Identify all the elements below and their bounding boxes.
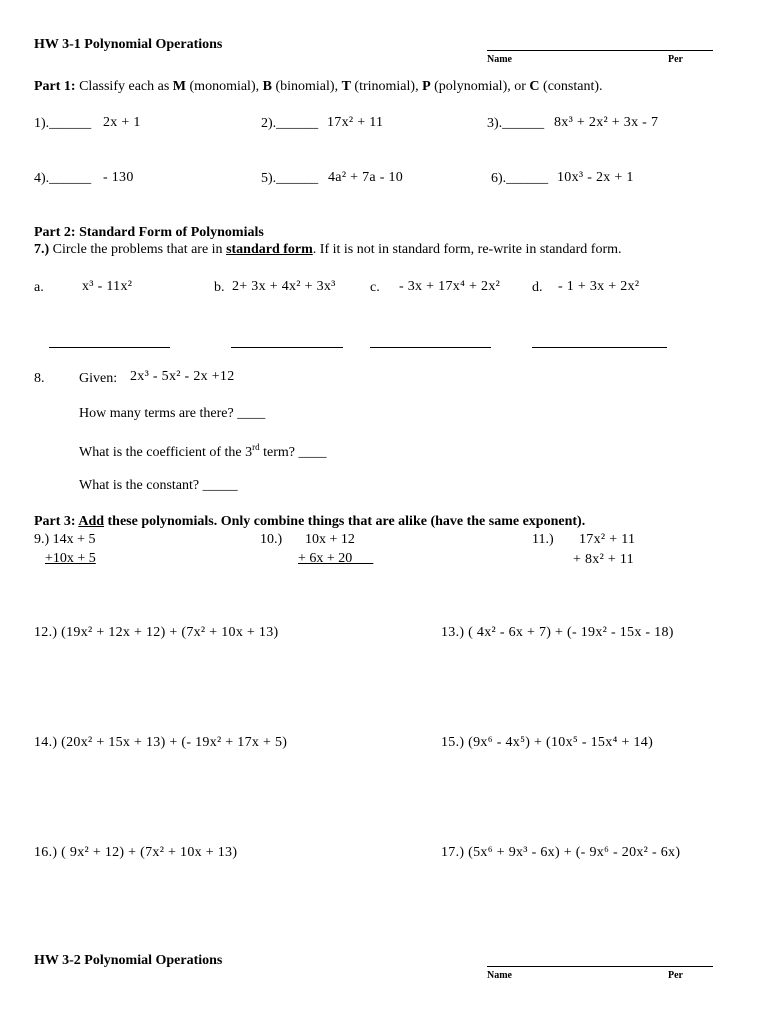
problem-16: 16.) ( 9x² + 12) + (7x² + 10x + 13): [34, 845, 238, 860]
part1-instructions: Part 1: Classify each as M (monomial), B (binomial), T (trinomial), P (polynomial), or C (constant).: [34, 79, 603, 94]
q7b-label: b.: [214, 280, 225, 295]
problem-1-number: 1).______: [34, 116, 92, 131]
problem-5-expression: 4a² + 7a - 10: [328, 170, 404, 185]
q7b-expression: 2+ 3x + 4x² + 3x³: [232, 279, 336, 294]
per-label: Per: [668, 54, 683, 65]
problem-11-number: 11.): [532, 532, 554, 547]
q7a-expression: x³ - 11x²: [82, 279, 133, 294]
problem-5-number: 5).______: [261, 171, 319, 186]
hw2-title: HW 3-2 Polynomial Operations: [34, 953, 223, 968]
q7-instructions: 7.) Circle the problems that are in standard form. If it is not in standard form, re-write in standard form.: [34, 242, 622, 257]
q8-coefficient-question: What is the coefficient of the 3rd term? ____: [79, 442, 327, 460]
part3-heading: Part 3: Add these polynomials. Only combine things that are alike (have the same exponent).: [34, 514, 586, 529]
q8-terms-question: How many terms are there? ____: [79, 406, 266, 421]
problem-2-expression: 17x² + 11: [327, 115, 384, 130]
q7c-answer-line[interactable]: [370, 347, 491, 348]
q7c-expression: - 3x + 17x⁴ + 2x²: [399, 279, 501, 294]
q8-number: 8.: [34, 371, 45, 386]
problem-3-number: 3).______: [487, 116, 545, 131]
hw2-per-label: Per: [668, 970, 683, 981]
problem-2-number: 2).______: [261, 116, 319, 131]
problem-10-top: 10x + 12: [305, 532, 355, 547]
name-line: [487, 50, 713, 51]
problem-4-number: 4).______: [34, 171, 92, 186]
problem-4-expression: - 130: [103, 170, 134, 185]
problem-17: 17.) (5x⁶ + 9x³ - 6x) + (- 9x⁶ - 20x² - 6x): [441, 845, 681, 860]
name-label: Name: [487, 54, 512, 65]
problem-3-expression: 8x³ + 2x² + 3x - 7: [554, 115, 659, 130]
q7d-expression: - 1 + 3x + 2x²: [558, 279, 640, 294]
problem-11-top: 17x² + 11: [579, 532, 636, 547]
q7d-label: d.: [532, 280, 543, 295]
problem-15: 15.) (9x⁶ - 4x⁵) + (10x⁵ - 15x⁴ + 14): [441, 735, 654, 750]
q7b-answer-line[interactable]: [231, 347, 343, 348]
q7a-label: a.: [34, 280, 44, 295]
q7d-answer-line[interactable]: [532, 347, 667, 348]
problem-1-expression: 2x + 1: [103, 115, 141, 130]
q8-constant-question: What is the constant? _____: [79, 478, 238, 493]
problem-9-bottom: +10x + 5: [45, 551, 96, 566]
q8-given-label: Given:: [79, 371, 118, 386]
q8-expression: 2x³ - 5x² - 2x +12: [130, 369, 235, 384]
q7a-answer-line[interactable]: [49, 347, 170, 348]
problem-14: 14.) (20x² + 15x + 13) + (- 19x² + 17x + 5): [34, 735, 288, 750]
problem-13: 13.) ( 4x² - 6x + 7) + (- 19x² - 15x - 18): [441, 625, 674, 640]
problem-10-number: 10.): [260, 532, 283, 547]
problem-12: 12.) (19x² + 12x + 12) + (7x² + 10x + 13): [34, 625, 279, 640]
problem-9-top: 9.) 14x + 5: [34, 532, 96, 547]
hw2-name-line: [487, 966, 713, 967]
part2-heading: Part 2: Standard Form of Polynomials: [34, 225, 264, 240]
problem-6-expression: 10x³ - 2x + 1: [557, 170, 634, 185]
hw1-title: HW 3-1 Polynomial Operations: [34, 37, 223, 52]
q7c-label: c.: [370, 280, 380, 295]
problem-6-number: 6).______: [491, 171, 549, 186]
hw2-name-label: Name: [487, 970, 512, 981]
problem-11-bottom: + 8x² + 11: [573, 552, 634, 567]
problem-10-bottom: + 6x + 20: [298, 551, 374, 566]
